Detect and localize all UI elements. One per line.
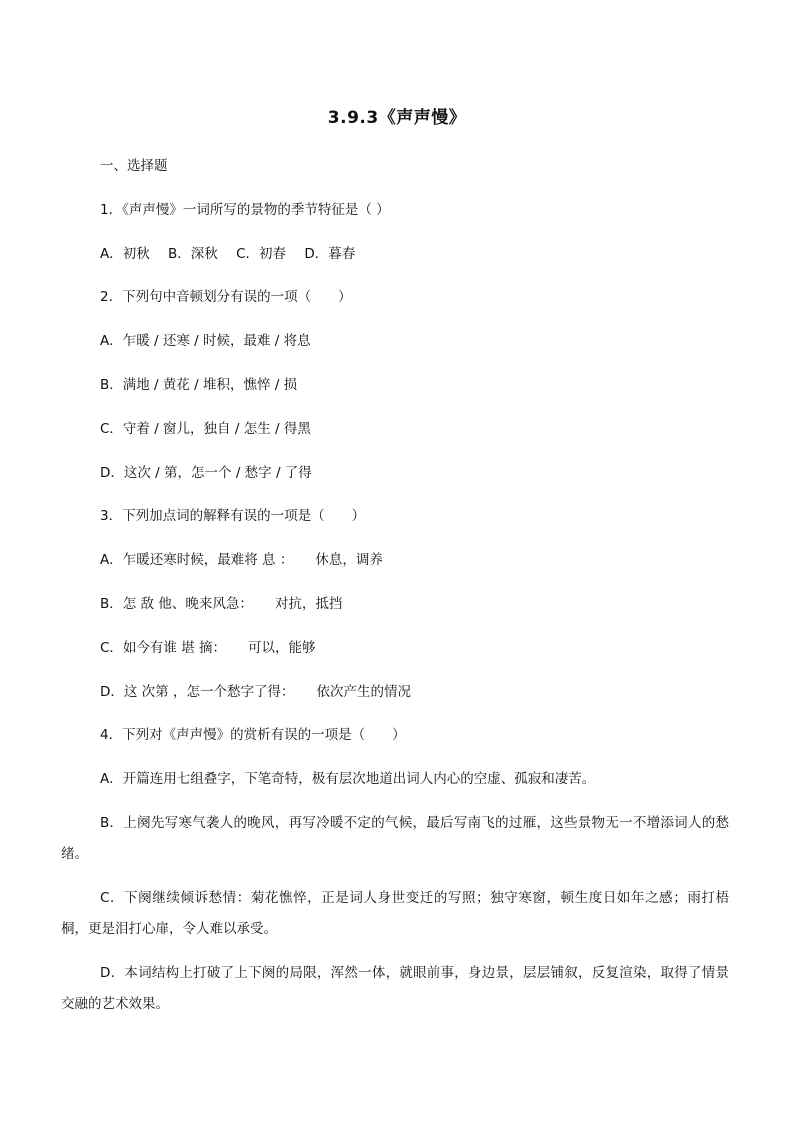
q3-option-a-meaning: 休息，调养 [315, 552, 383, 568]
q4-option-d: D．本词结构上打破了上下阕的局限，浑然一体，就眼前事，身边景，层层铺叙，反复渲染，取得了情景交融的艺术效果。 [61, 965, 729, 1012]
q3-option-d-meaning: 依次产生的情况 [316, 684, 411, 700]
q3-option-c-meaning: 可以，能够 [248, 640, 316, 656]
q3-option-b [100, 594, 342, 614]
question-3-stem: 3．下列加点词的解释有误的一项是（ ） [100, 508, 366, 524]
q1-option-a: A．初秋 [100, 246, 150, 262]
q3-option-c-text: C．如今有谁 堪 摘： [100, 640, 227, 656]
section-heading: 一、选择题 [100, 158, 168, 174]
q2-option-c: C．守着 / 窗儿，独自 / 怎生 / 得黑 [100, 421, 311, 437]
q3-option-c [100, 638, 316, 658]
question-4-stem: 4．下列对《声声慢》的赏析有误的一项是（ ） [100, 727, 406, 743]
q1-option-c: C．初春 [236, 246, 287, 262]
q2-option-a: A．乍暖 / 还寒 / 时候，最难 / 将息 [100, 333, 311, 349]
q3-option-d [100, 682, 411, 702]
q4-option-b: B．上阕先写寒气袭人的晚风，再写冷暖不定的气候，最后写南飞的过雁，这些景物无一不增添词人的愁绪。 [61, 815, 729, 862]
question-1-options [100, 244, 355, 264]
q1-option-b: B．深秋 [168, 246, 218, 262]
page-title: 3.9.3《声声慢》 [327, 108, 467, 128]
q4-option-a: A．开篇连用七组叠字，下笔奇特，极有层次地道出词人内心的空虚、孤寂和凄苦。 [100, 771, 596, 787]
q3-option-a [100, 550, 383, 570]
q3-option-b-text: B．怎 敌 他、晚来风急： [100, 596, 253, 612]
q2-option-b: B．满地 / 黄花 / 堆积，憔悴 / 损 [100, 377, 298, 393]
question-1-stem: 1．《声声慢》一词所写的景物的季节特征是（ ） [100, 202, 390, 218]
q3-option-d-text: D．这 次第 ，怎一个愁字了得： [100, 684, 295, 700]
q3-option-a-text: A．乍暖还寒时候，最难将 息 ： [100, 552, 294, 568]
q1-option-d: D．暮春 [304, 246, 356, 262]
q3-option-b-meaning: 对抗，抵挡 [274, 596, 343, 612]
q4-option-c: C．下阕继续倾诉愁情：菊花憔悴，正是词人身世变迁的写照；独守寒窗，顿生度日如年之感；雨打梧桐，更是泪打心扉，令人难以承受。 [61, 890, 729, 937]
question-2-stem: 2．下列句中音顿划分有误的一项（ ） [100, 289, 352, 305]
q2-option-d: D．这次 / 第，怎一个 / 愁字 / 了得 [100, 465, 312, 481]
